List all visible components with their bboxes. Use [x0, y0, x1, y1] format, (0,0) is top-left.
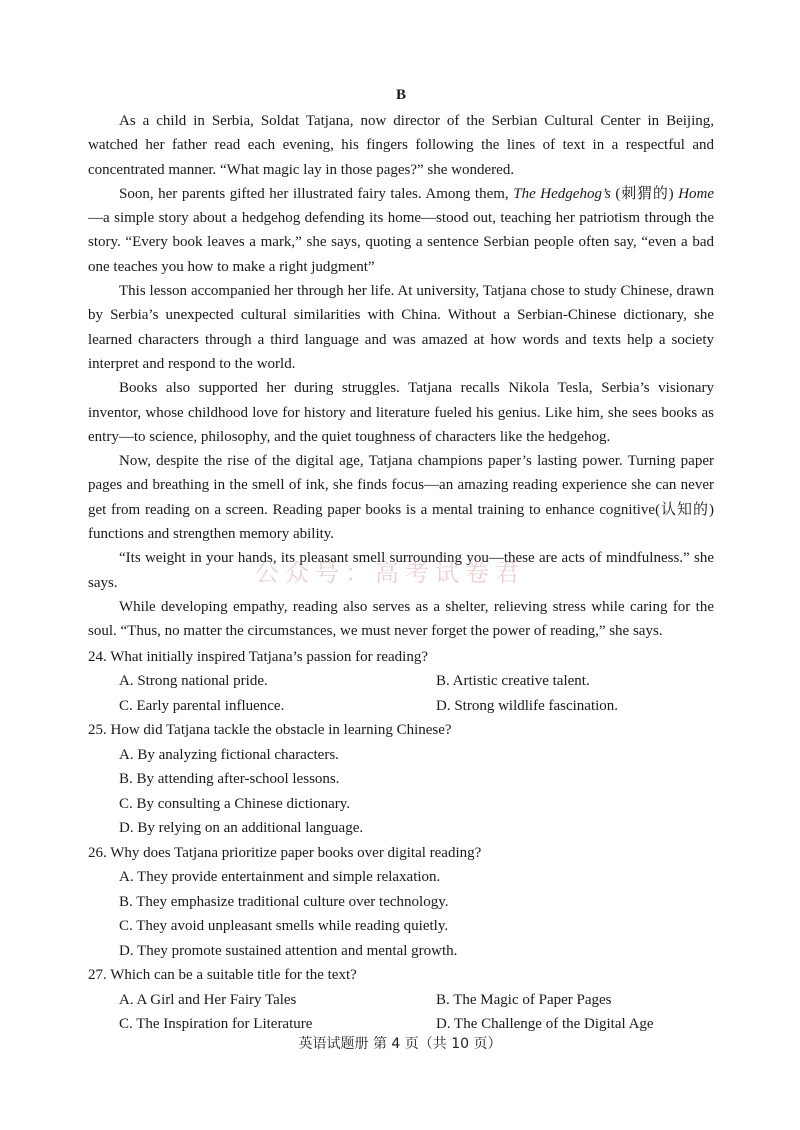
option-grid	[88, 669, 714, 718]
question-stem: 27. Which can be a suitable title for the text?	[88, 967, 357, 984]
option-list	[88, 743, 714, 841]
question-stem: 24. What initially inspired Tatjana’s passion for reading?	[88, 648, 428, 665]
option-b[interactable]: B. Artistic creative talent.	[436, 673, 590, 690]
option-d[interactable]: D. They promote sustained attention and mental growth.	[119, 942, 458, 959]
option-b[interactable]: B. They emphasize traditional culture over technology.	[119, 893, 449, 910]
option-a[interactable]: A. Strong national pride.	[119, 673, 268, 690]
option-a[interactable]: A. They provide entertainment and simple relaxation.	[119, 869, 441, 886]
question-26	[88, 841, 714, 964]
question-list	[88, 645, 714, 1037]
book-title-part-1: The Hedgehog’s	[513, 185, 611, 202]
paragraph-7: While developing empathy, reading also serves as a shelter, relieving stress while caring for the soul. “Thus, no matter the circumstances, we must never forget the power of reading,” she says.	[88, 598, 714, 640]
book-title-part-2: Home	[678, 185, 715, 202]
option-list	[88, 865, 714, 963]
option-d[interactable]: D. Strong wildlife fascination.	[436, 697, 619, 714]
paragraph-6: “Its weight in your hands, its pleasant smell surrounding you—these are acts of mindfulness.” she says.	[88, 550, 714, 591]
option-d[interactable]: D. The Challenge of the Digital Age	[436, 1016, 654, 1033]
paragraph-5: Now, despite the rise of the digital age, Tatjana champions paper’s lasting power. Turning paper pages and breathing in the smell of ink, she finds focus—an amazing reading experience she can never get from reading on a screen. Reading paper books is a mental training to enhance cognitive(认知的) functions and strengthen memory ability.	[88, 453, 714, 543]
option-a[interactable]: A. By analyzing fictional characters.	[119, 746, 339, 763]
option-b[interactable]: B. By attending after-school lessons.	[119, 771, 340, 788]
option-a[interactable]: A. A Girl and Her Fairy Tales	[119, 991, 297, 1008]
chinese-gloss: (刺猬的)	[610, 185, 679, 202]
paragraph-1: As a child in Serbia, Soldat Tatjana, now director of the Serbian Cultural Center in Beijing, watched her father read each evening, his fingers following the lines of text in a respectful and concentrated manner. “What magic lay in those pages?” she wondered.	[88, 113, 714, 178]
option-c[interactable]: C. Early parental influence.	[119, 697, 285, 714]
question-stem: 25. How did Tatjana tackle the obstacle in learning Chinese?	[88, 722, 452, 739]
paragraph-2-text-b: —a simple story about a hedgehog defending its home—stood out, teaching her patriotism through the story. “Every book leaves a mark,” she says, quoting a sentence Serbian people often say, “even a bad one teaches you how to make a right judgment”	[88, 210, 714, 275]
option-d[interactable]: D. By relying on an additional language.	[119, 820, 364, 837]
page-footer: 英语试题册 第 4 页（共 10 页）	[298, 1036, 502, 1052]
paragraph-3: This lesson accompanied her through her life. At university, Tatjana chose to study Chinese, drawn by Serbia’s unexpected cultural similarities with China. Without a Serbian-Chinese dictionary, she learned characters through a third language and was amazed at how words and texts help a society interpret and respond to the world.	[88, 283, 714, 372]
paragraph-4: Books also supported her during struggles. Tatjana recalls Nikola Tesla, Serbia’s visionary inventor, whose childhood love for history and literature fueled his genius. Like him, she sees books as entry—to science, philosophy, and the quiet toughness of characters like the hedgehog.	[88, 380, 714, 445]
option-grid	[88, 988, 714, 1037]
question-27	[88, 963, 714, 1037]
question-25	[88, 718, 714, 841]
paragraph-2	[88, 182, 714, 279]
question-24	[88, 645, 714, 719]
option-b[interactable]: B. The Magic of Paper Pages	[436, 991, 612, 1008]
section-heading: B	[395, 87, 406, 103]
option-c[interactable]: C. By consulting a Chinese dictionary.	[119, 795, 351, 812]
option-c[interactable]: C. The Inspiration for Literature	[119, 1016, 313, 1033]
option-c[interactable]: C. They avoid unpleasant smells while reading quietly.	[119, 918, 449, 935]
watermark: 公众号：高考试卷君	[255, 559, 525, 587]
question-stem: 26. Why does Tatjana prioritize paper books over digital reading?	[88, 844, 482, 861]
paragraph-2-text-a: Soon, her parents gifted her illustrated fairy tales. Among them,	[119, 185, 514, 202]
